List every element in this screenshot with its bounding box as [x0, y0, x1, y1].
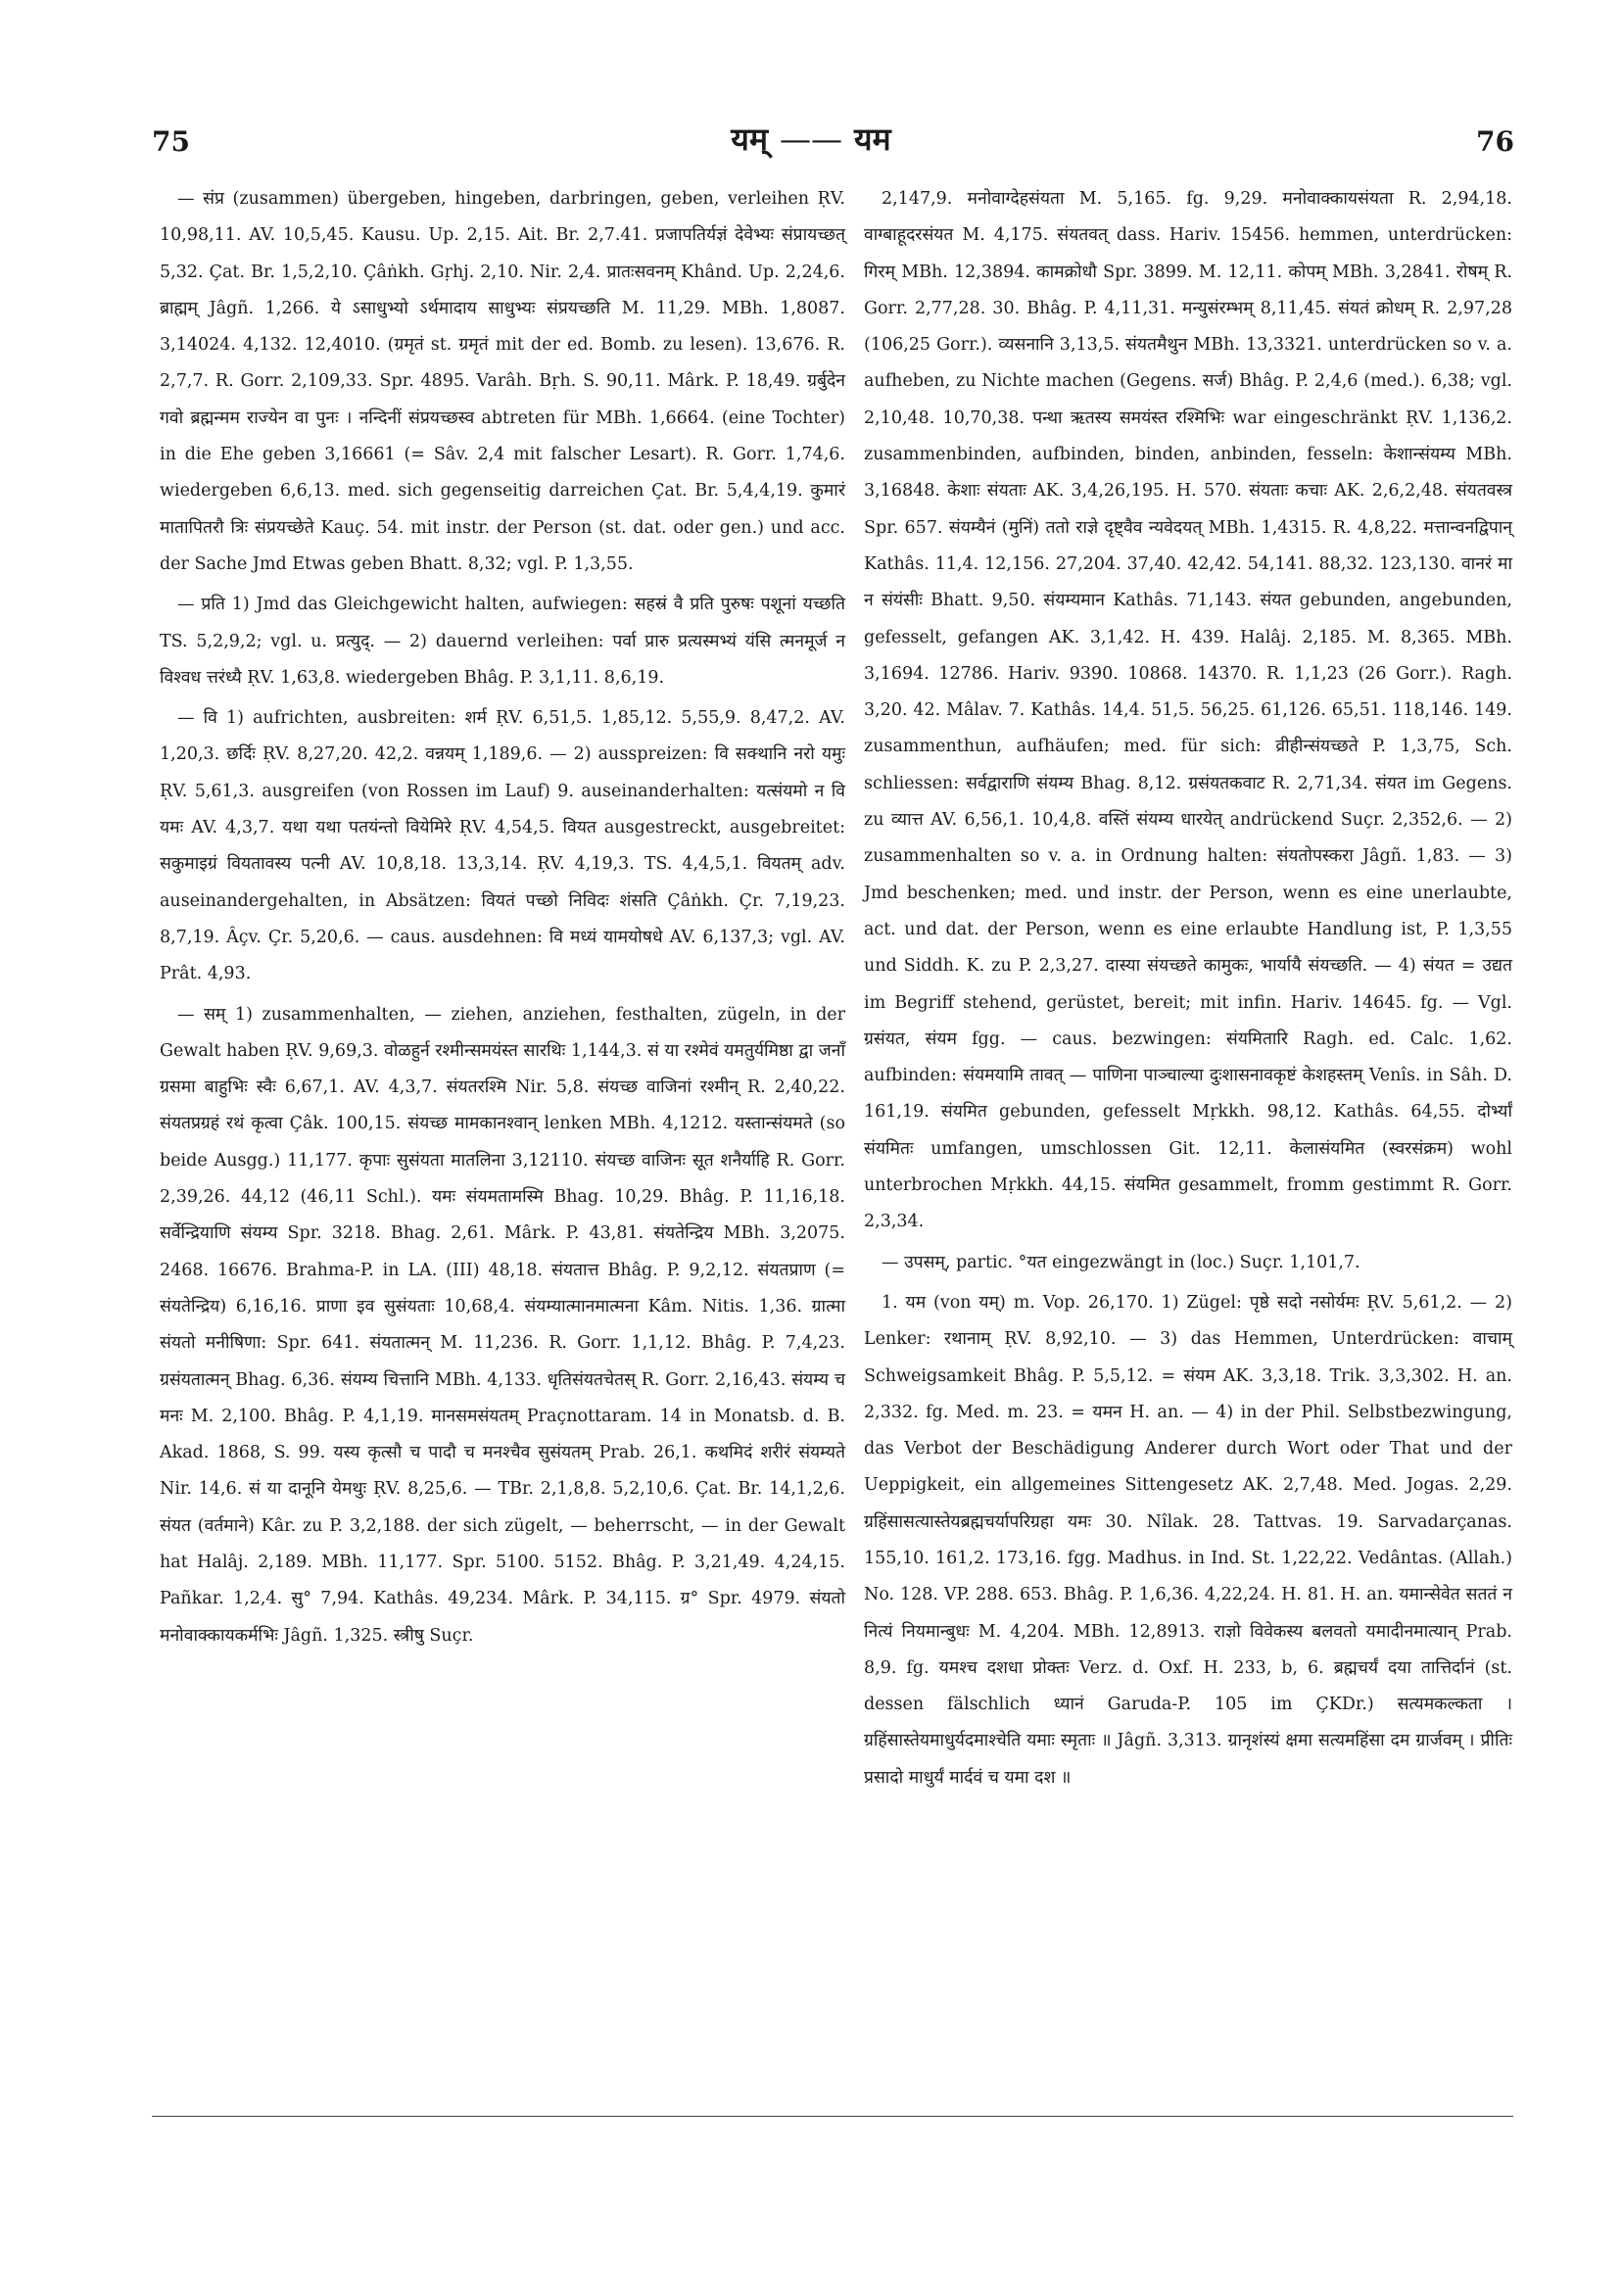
page-number-right: 76: [1476, 125, 1514, 158]
entry-sam: — सम् 1) zusammenhalten, — ziehen, anziehen, festhalten, zügeln, in der Gewalt haben ṚV. 9,69,3. वोळहुर्न रश्मीन्समयंस्त सारथिः 1,144,3. सं या रश्मेवं यमतुर्यमिष्ठा द्वा जनाँ ग्रसमा बाहुभिः स्वैः 6,67,1. AV. 4,3,7. संयतरश्मि Nir. 5,8. संयच्छ वाजिनां रश्मीन् R. 2,40,22. संयतप्रग्रहं रथं कृत्वा Çâk. 100,15. संयच्छ मामकानश्वान् lenken MBh. 4,1212. यस्तान्संयमते (so beide Ausgg.) 11,177. कृपाः सुसंयता मातलिना 3,12110. संयच्छ वाजिनः सूत शनैर्याहि R. Gorr. 2,39,26. 44,12 (46,11 Schl.). यमः संयमतामस्मि Bhag. 10,29. Bhâg. P. 11,16,18. सर्वेन्द्रियाणि संयम्य Spr. 3218. Bhag. 2,61. Mârk. P. 43,81. संयतेन्द्रिय MBh. 3,2075. 2468. 16676. Brahma-P. in LA. (III) 48,18. संयतात्त Bhâg. P. 9,2,12. संयतप्राण (= संयतेन्द्रिय) 6,16,16. प्राणा इव सुसंयताः 10,68,4. संयम्यात्मानमात्मना Kâm. Nitis. 1,36. ग्रात्मा संयतो मनीषिणा: Spr. 641. संयतात्मन् M. 11,236. R. Gorr. 1,1,12. Bhâg. P. 7,4,23. ग्रसंयतात्मन् Bhag. 6,36. संयम्य चित्तानि MBh. 4,133. धृतिसंयतचेतस् R. Gorr. 2,16,43. संयम्य च मनः M. 2,100. Bhâg. P. 4,1,19. मानसमसंयतम् Praçnottaram. 14 in Monatsb. d. B. Akad. 1868, S. 99. यस्य कृत्सौ च पादौ च मनश्चैव सुसंयतम् Prab. 26,1. कथमिदं शरीरं संयम्यते Nir. 14,6. सं या दानूनि येमथुः ṚV. 8,25,6. — TBr. 2,1,8,8. 5,2,10,6. Çat. Br. 14,1,2,6. संयत (वर्तमाने) Kâr. zu P. 3,2,188. der sich zügelt, — beherrscht, — in der Gewalt hat Halâj. 2,189. MBh. 11,177. Spr. 5100. 5152. Bhâg. P. 3,21,49. 4,24,15. Pañkar. 1,2,4. सु° 7,94. Kathâs. 49,234. Mârk. P. 34,115. ग्र° Spr. 4979. संयतो मनोवाक्कायकर्मभिः Jâgñ. 1,325. स्त्रीषु Suçr.: [160, 1004, 845, 1646]
entry-upasam: — उपसम्, partic. °यत eingezwängt in (loc.) Suçr. 1,101,7.: [882, 1252, 1360, 1272]
footer-rule: [152, 2116, 1513, 2117]
page-number-left: 75: [152, 125, 190, 158]
entry-sam-continued: 2,147,9. मनोवाग्देहसंयता M. 5,165. fg. 9,29. मनोवाक्कायसंयता R. 2,94,18. वाग्बाहूदरसंयत M. 4,175. संयतवत् dass. Hariv. 15456. hemmen, unterdrücken: गिरम् MBh. 12,3894. कामक्रोधौ Spr. 3899. M. 12,11. कोपम् MBh. 3,2841. रोषम् R. Gorr. 2,77,28. 30. Bhâg. P. 4,11,31. मन्युसंरम्भम् 8,11,45. संयतं क्रोधम् R. 2,97,28 (106,25 Gorr.). व्यसनानि 3,13,5. संयतमैथुन MBh. 13,3321. unterdrücken so v. a. aufheben, zu Nichte machen (Gegens. सर्ज) Bhâg. P. 2,4,6 (med.). 6,38; vgl. 2,10,48. 10,70,38. पन्था ऋतस्य समयंस्त रश्मिभिः war eingeschränkt ṚV. 1,136,2. zusammenbinden, aufbinden, binden, anbinden, fesseln: केशान्संयम्य MBh. 3,16848. केशाः संयताः AK. 3,4,26,195. H. 570. संयताः कचाः AK. 2,6,2,48. संयतवस्त्र Spr. 657. संयम्यैनं (मुनिं) ततो राज्ञे दृष्ट्वैव न्यवेदयत् MBh. 1,4315. R. 4,8,22. मत्तान्वनद्विपान् Kathâs. 11,4. 12,156. 27,204. 37,40. 42,42. 54,141. 88,32. 123,130. वानरं मा न संयंसीः Bhatt. 9,50. संयम्यमान Kathâs. 71,143. संयत gebunden, angebunden, gefesselt, gefangen AK. 3,1,42. H. 439. Halâj. 2,185. M. 8,365. MBh. 3,1694. 12786. Hariv. 9390. 10868. 14370. R. 1,1,23 (26 Gorr.). Ragh. 3,20. 42. Mâlav. 7. Kathâs. 14,4. 51,5. 56,25. 61,126. 65,51. 118,146. 149. zusammenthun, aufhäufen; med. für sich: व्रीहीन्संयच्छते P. 1,3,75, Sch. schliessen: सर्वद्वाराणि संयम्य Bhag. 8,12. ग्रसंयतकवाट R. 2,71,34. संयत im Gegens. zu व्यात्त AV. 6,56,1. 10,4,8. वस्तिं संयम्य धारयेत् andrückend Suçr. 2,352,6. — 2) zusammenhalten so v. a. in Ordnung halten: संयतोपस्करा Jâgñ. 1,83. — 3) Jmd beschenken; med. und instr. der Person, wenn es eine unerlaubte, act. und dat. der Person, wenn es eine erlaubte Handlung ist, P. 1,3,55 und Siddh. K. zu P. 2,3,27. दास्या संयच्छते कामुकः, भार्यायै संयच्छति. — 4) संयत = उद्यत im Begriff stehend, gerüstet, bereit; mit infin. Hariv. 14645. fg. — Vgl. ग्रसंयत, संयम fgg. — caus. bezwingen: संयमितारि Ragh. ed. Calc. 1,62. aufbinden: संयमयामि तावत् — पाणिना पाञ्चाल्या दुःशासनावकृष्टं केशहस्तम् Venîs. in Sâh. D. 161,19. संयमित gebunden, gefesselt Mṛkkh. 98,12. Kathâs. 64,55. दोर्भ्यां संयमितः umfangen, umschlossen Git. 12,11. केलासंयमित (स्वरसंक्रम) wohl unterbrochen Mṛkkh. 44,15. संयमित gesammelt, fromm gestimmt R. Gorr. 2,3,34.: [864, 189, 1512, 1232]
left-column: [160, 181, 845, 1658]
entry-yama: 1. यम (von यम्) m. Vop. 26,170. 1) Zügel: पृष्ठे सदो नसोर्यमः ṚV. 5,61,2. — 2) Lenker: रथानाम् ṚV. 8,92,10. — 3) das Hemmen, Unterdrücken: वाचाम् Schweigsamkeit Bhâg. P. 5,5,12. = संयम AK. 3,3,18. Trik. 3,3,302. H. an. 2,332. fg. Med. m. 23. = यमन H. an. — 4) in der Phil. Selbstbezwingung, das Verbot der Beschädigung Anderer durch Wort oder That und der Ueppigkeit, ein allgemeines Sittengesetz AK. 2,7,48. Med. Jogas. 2,29. ग्रहिंसासत्यास्तेयब्रह्मचर्यापरिग्रहा यमः 30. Nîlak. 28. Tattvas. 19. Sarvadarçanas. 155,10. 161,2. 173,16. fgg. Madhus. in Ind. St. 1,22,22. Vedântas. (Allah.) No. 128. VP. 288. 653. Bhâg. P. 1,6,36. 4,22,24. H. 81. H. an. यमान्सेवेत सततं न नित्यं नियमान्बुधः M. 4,204. MBh. 12,8913. राज्ञो विवेकस्य बलवतो यमादीनमात्यान् Prab. 8,9. fg. यमश्च दशधा प्रोक्तः Verz. d. Oxf. H. 233, b, 6. ब्रह्मचर्यं दया तात्तिर्दानं (st. dessen fälschlich ध्यानं Garuda-P. 105 im ÇKDr.) सत्यमकल्कता । ग्रहिंसास्तेयमाधुर्यदमाश्चेति यमाः स्मृताः ॥ Jâgñ. 3,313. ग्रानृशंस्यं क्षमा सत्यमहिंसा दम ग्रार्जवम् । प्रीतिः प्रसादो माधुर्यं मार्दवं च यमा दश ॥: [864, 1292, 1512, 1788]
right-column: [864, 181, 1512, 1800]
headword-left: यम्: [731, 120, 768, 158]
running-head: [0, 118, 1622, 160]
entry-prati: — प्रति 1) Jmd das Gleichgewicht halten, aufwiegen: सहस्रं वै प्रति पुरुषः पशूनां यच्छति TS. 5,2,9,2; vgl. u. प्रत्युद्. — 2) dauernd verleihen: पर्वा प्रारु प्रत्यस्मभ्यं यंसि त्मनमूर्ज न विश्वध त्तरंध्यै ṚV. 1,63,8. wiedergeben Bhâg. P. 3,1,11. 8,6,19.: [160, 595, 845, 688]
entry-vi: — वि 1) aufrichten, ausbreiten: शर्म ṚV. 6,51,5. 1,85,12. 5,55,9. 8,47,2. AV. 1,20,3. छर्दिः ṚV. 8,27,20. 42,2. वन्नयम् 1,189,6. — 2) ausspreizen: वि सक्थानि नरो यमुः ṚV. 5,61,3. ausgreifen (von Rossen im Lauf) 9. auseinanderhalten: यत्संयमो न वि यमः AV. 4,3,7. यथा यथा पतयंन्तो वियेमिरे ṚV. 4,54,5. वियत ausgestreckt, ausgebreitet: सकुमाइग्रं वियतावस्य पत्नी AV. 10,8,18. 13,3,14. ṚV. 4,19,3. TS. 4,4,5,1. वियतम् adv. auseinandergehalten, in Absätzen: वियतं पच्छो निविदः शंसति Çâṅkh. Çr. 7,19,23. 8,7,19. Âçv. Çr. 5,20,6. — caus. ausdehnen: वि मध्यं यामयोषधे AV. 6,137,3; vgl. AV. Prât. 4,93.: [160, 708, 845, 984]
entry-sampra: — संप्र (zusammen) übergeben, hingeben, darbringen, geben, verleihen ṚV. 10,98,11. AV. 10,5,45. Kausu. Up. 2,15. Ait. Br. 2,7.41. प्रजापतिर्यज्ञं देवेभ्यः संप्रायच्छत् 5,32. Çat. Br. 1,5,2,10. Çâṅkh. Gṛhj. 2,10. Nir. 2,4. प्रातःसवनम् Khând. Up. 2,24,6. ब्राह्मम् Jâgñ. 1,266. ये ऽसाधुभ्यो ऽर्थमादाय साधुभ्यः संप्रयच्छति M. 11,29. MBh. 1,8087. 3,14024. 4,132. 12,4010. (ग्रमृतं st. ग्रमृतं mit der ed. Bomb. zu lesen). 13,676. R. 2,7,7. R. Gorr. 2,109,33. Spr. 4895. Varâh. Bṛh. S. 90,11. Mârk. P. 18,49. ग्रर्बुदेन गवो ब्रह्मन्मम राज्येन वा पुनः । नन्दिनीं संप्रयच्छस्व abtreten für MBh. 1,6664. (eine Tochter) in die Ehe geben 3,16661 (= Sâv. 2,4 mit falscher Lesart). R. Gorr. 1,74,6. wiedergeben 6,6,13. med. sich gegenseitig darreichen Çat. Br. 5,4,4,19. कुमारं मातापितरौ त्रिः संप्रयच्छेते Kauç. 54. mit instr. der Person (st. dat. oder gen.) und acc. der Sache Jmd Etwas geben Bhatt. 8,32; vgl. P. 1,3,55.: [160, 189, 845, 574]
headword-right: यम: [854, 120, 891, 158]
headword-dash: ——: [780, 120, 842, 158]
